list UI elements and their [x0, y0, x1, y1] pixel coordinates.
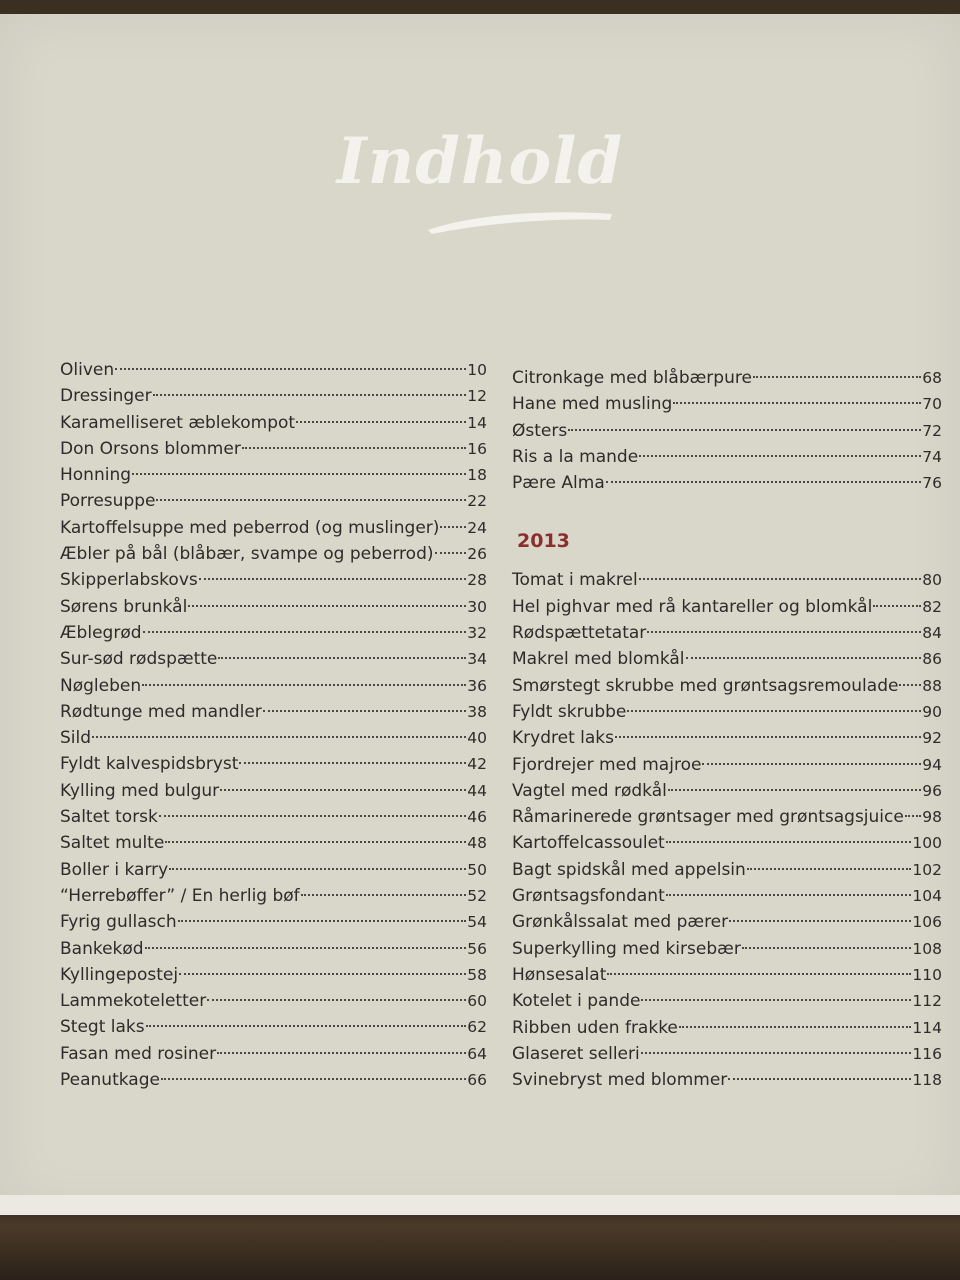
- toc-entry: [60, 751, 487, 777]
- toc-entry-page: 86: [922, 650, 942, 669]
- toc-entry: [512, 646, 942, 672]
- toc-entry: [512, 962, 942, 988]
- toc-entry-title: Stegt laks: [60, 1017, 145, 1038]
- toc-entry-page: 96: [922, 781, 942, 800]
- toc-entry: [512, 988, 942, 1014]
- dot-leader: [729, 920, 911, 922]
- toc-entry-title: Bankekød: [60, 938, 144, 959]
- toc-entry-page: 116: [912, 1044, 942, 1063]
- toc-entry-page: 88: [922, 676, 942, 695]
- toc-entry: [60, 883, 487, 909]
- dot-leader: [199, 578, 467, 580]
- toc-entry-title: Kartoffelcassoulet: [512, 833, 665, 854]
- dot-leader: [115, 368, 466, 370]
- toc-entry-page: 58: [467, 965, 487, 984]
- toc-entry-page: 106: [912, 913, 942, 932]
- toc-entry-page: 98: [922, 808, 942, 827]
- toc-entry-title: “Herrebøffer” / En herlig bøf: [60, 885, 300, 906]
- toc-entry-page: 102: [912, 860, 942, 879]
- toc-entry-page: 94: [922, 755, 942, 774]
- toc-entry: [512, 725, 942, 751]
- dot-leader: [296, 421, 466, 423]
- toc-entry: [60, 778, 487, 804]
- dot-leader: [702, 763, 921, 765]
- toc-entry-page: 40: [467, 729, 487, 748]
- toc-entry-title: Oliven: [60, 360, 115, 380]
- toc-entry-page: 90: [922, 702, 942, 721]
- toc-entry: [512, 1067, 942, 1093]
- toc-entry-page: 108: [912, 939, 942, 958]
- dot-leader: [686, 657, 922, 659]
- dot-leader: [742, 947, 912, 949]
- toc-entry-title: Dressinger: [60, 386, 152, 407]
- toc-entry: [512, 567, 942, 593]
- toc-entry: [60, 488, 487, 514]
- toc-entry: [60, 646, 487, 672]
- dot-leader: [207, 999, 466, 1001]
- toc-entry-page: 112: [912, 992, 942, 1011]
- toc-entry-page: 46: [467, 808, 487, 827]
- dot-leader: [627, 710, 921, 712]
- dot-leader: [873, 605, 921, 607]
- toc-entry: [60, 1014, 487, 1040]
- toc-entry-title: Sørens brunkål: [60, 596, 188, 617]
- toc-entry-title: Skipperlabskovs: [60, 570, 198, 591]
- toc-entry-page: 80: [922, 571, 942, 590]
- toc-entry-page: 64: [467, 1044, 487, 1063]
- dot-leader: [179, 973, 466, 975]
- toc-entry-page: 60: [467, 992, 487, 1011]
- dot-leader: [220, 789, 466, 791]
- toc-entry-page: 74: [922, 447, 942, 466]
- toc-entry-title: Lammekoteletter: [60, 991, 207, 1012]
- toc-entry-title: Fasan med rosiner: [60, 1043, 217, 1064]
- toc-entry-page: 110: [912, 965, 942, 984]
- toc-entry-title: Don Orsons blommer: [60, 438, 241, 459]
- toc-entry: [512, 620, 942, 646]
- toc-entry-page: 44: [467, 781, 487, 800]
- toc-entry: [60, 620, 487, 646]
- toc-entry: [512, 752, 942, 778]
- toc-entry: [60, 857, 487, 883]
- toc-entry: [60, 962, 487, 988]
- toc-entry-title: Nøgleben: [60, 675, 142, 696]
- dot-leader: [666, 841, 912, 843]
- toc-entry-page: 12: [467, 387, 487, 406]
- toc-entry-title: Sild: [60, 728, 92, 749]
- toc-entry-title: Pære Alma: [512, 473, 605, 494]
- dot-leader: [132, 473, 466, 475]
- toc-entry-page: 100: [912, 834, 942, 853]
- toc-entry-title: Fjordrejer med majroe: [512, 754, 702, 775]
- toc-right-bottom-list: [512, 567, 942, 1093]
- toc-entry: [60, 594, 487, 620]
- toc-entry-title: Saltet multe: [60, 833, 165, 854]
- toc-entry-title: Smørstegt skrubbe med grøntsagsremoulade: [512, 675, 899, 696]
- dot-leader: [899, 684, 921, 686]
- toc-entry: [60, 567, 487, 593]
- dot-leader: [905, 815, 921, 817]
- toc-entry-title: Østers: [512, 420, 568, 441]
- toc-entry: [512, 673, 942, 699]
- dot-leader: [146, 1025, 467, 1027]
- dot-leader: [217, 1052, 466, 1054]
- toc-entry-page: 52: [467, 886, 487, 905]
- toc-entry-title: Æblegrød: [60, 622, 142, 643]
- dot-leader: [169, 868, 466, 870]
- toc-entry-title: Boller i karry: [60, 859, 169, 880]
- toc-entry: [60, 804, 487, 830]
- toc-entry-title: Hane med musling: [512, 394, 673, 415]
- dot-leader: [668, 789, 921, 791]
- dot-leader: [641, 1052, 912, 1054]
- page-edge: [0, 1195, 960, 1215]
- toc-entry: [60, 357, 487, 383]
- toc-entry: [60, 462, 487, 488]
- toc-entry: [512, 444, 942, 470]
- dot-leader: [165, 841, 466, 843]
- toc-entry-title: Hønsesalat: [512, 964, 607, 985]
- dot-leader: [606, 481, 922, 483]
- toc-entry: [512, 391, 942, 417]
- title-underline-swash: [420, 202, 620, 238]
- toc-entry-page: 24: [467, 518, 487, 537]
- toc-entry-page: 28: [467, 571, 487, 590]
- toc-entry-page: 14: [467, 413, 487, 432]
- toc-entry-page: 36: [467, 676, 487, 695]
- toc-entry-title: Citronkage med blåbærpure: [512, 368, 752, 388]
- toc-entry: [512, 883, 942, 909]
- toc-entry: [60, 1067, 487, 1093]
- toc-entry: [512, 365, 942, 391]
- toc-entry-title: Ribben uden frakke: [512, 1017, 678, 1038]
- toc-entry-title: Krydret laks: [512, 728, 614, 749]
- dot-leader: [263, 710, 466, 712]
- toc-entry-title: Rødspættetatar: [512, 623, 647, 644]
- toc-entry-page: 30: [467, 597, 487, 616]
- dot-leader: [159, 815, 466, 817]
- dot-leader: [92, 736, 466, 738]
- dot-leader: [239, 762, 466, 764]
- toc-entry-page: 62: [467, 1018, 487, 1037]
- dot-leader: [143, 631, 467, 633]
- dot-leader: [647, 631, 921, 633]
- toc-entry: [512, 936, 942, 962]
- toc-left-column: [60, 357, 487, 1093]
- toc-entry-title: Fyldt kalvespidsbryst: [60, 754, 239, 775]
- dot-leader: [145, 947, 467, 949]
- toc-entry-page: 92: [922, 729, 942, 748]
- toc-entry-page: 32: [467, 623, 487, 642]
- toc-entry: [512, 804, 942, 830]
- toc-entry: [60, 909, 487, 935]
- toc-entry-title: Fyldt skrubbe: [512, 701, 627, 722]
- toc-entry-title: Kotelet i pande: [512, 991, 641, 1012]
- dot-leader: [607, 973, 911, 975]
- toc-entry-title: Glaseret selleri: [512, 1043, 640, 1064]
- toc-entry-page: 56: [467, 939, 487, 958]
- dot-leader: [639, 578, 922, 580]
- toc-entry: [512, 470, 942, 496]
- dot-leader: [161, 1078, 466, 1080]
- dot-leader: [679, 1026, 912, 1028]
- dot-leader: [188, 605, 466, 607]
- toc-entry-page: 118: [912, 1071, 942, 1090]
- toc-entry-title: Saltet torsk: [60, 807, 158, 828]
- dot-leader: [153, 394, 467, 396]
- dot-leader: [435, 552, 467, 554]
- dot-leader: [301, 894, 467, 896]
- dot-leader: [440, 526, 466, 528]
- dot-leader: [673, 402, 921, 404]
- toc-entry-title: Grønkålssalat med pærer: [512, 912, 729, 933]
- dot-leader: [728, 1078, 911, 1080]
- dot-leader: [747, 868, 912, 870]
- toc-entry-title: Superkylling med kirsebær: [512, 938, 741, 959]
- toc-entry: [60, 515, 487, 541]
- toc-entry: [60, 410, 487, 436]
- toc-entry-title: Makrel med blomkål: [512, 649, 685, 670]
- toc-entry: [512, 830, 942, 856]
- book-page: [0, 14, 960, 1214]
- toc-entry: [60, 936, 487, 962]
- dot-leader: [218, 657, 466, 659]
- toc-entry-page: 10: [467, 361, 487, 379]
- toc-entry-title: Sur-sød rødspætte: [60, 649, 218, 670]
- toc-entry: [512, 909, 942, 935]
- toc-entry-page: 16: [467, 439, 487, 458]
- toc-entry-page: 18: [467, 466, 487, 485]
- toc-entry-page: 82: [922, 597, 942, 616]
- toc-entry-title: Kylling med bulgur: [60, 780, 220, 801]
- dot-leader: [242, 447, 466, 449]
- toc-entry: [60, 699, 487, 725]
- dot-leader: [641, 999, 911, 1001]
- toc-entry-title: Bagt spidskål med appelsin: [512, 859, 746, 880]
- toc-entry-title: Råmarinerede grøntsager med grøntsagsjuice: [512, 807, 904, 828]
- toc-entry-page: 34: [467, 650, 487, 669]
- toc-entry-title: Honning: [60, 465, 132, 486]
- toc-entry-page: 72: [922, 421, 942, 440]
- toc-entry-page: 76: [922, 474, 942, 493]
- toc-entry-title: Porresuppe: [60, 491, 156, 512]
- dot-leader: [156, 499, 466, 501]
- page-title: Indhold: [336, 124, 624, 199]
- toc-entry: [512, 699, 942, 725]
- dot-leader: [568, 429, 921, 431]
- dot-leader: [142, 684, 466, 686]
- toc-entry-page: 114: [912, 1018, 942, 1037]
- toc-entry: [60, 436, 487, 462]
- toc-entry-title: Hel pighvar med rå kantareller og blomkål: [512, 596, 873, 617]
- toc-entry: [512, 1041, 942, 1067]
- toc-entry-title: Grøntsagsfondant: [512, 886, 665, 907]
- toc-entry-page: 104: [912, 887, 942, 906]
- toc-entry-title: Tomat i makrel: [512, 570, 638, 591]
- toc-right-top-list: [512, 365, 942, 496]
- toc-entry: [512, 857, 942, 883]
- dot-leader: [753, 376, 921, 378]
- toc-entry: [60, 830, 487, 856]
- toc-entry-title: Kyllingepostej: [60, 964, 179, 985]
- toc-entry-page: 48: [467, 834, 487, 853]
- toc-entry: [60, 725, 487, 751]
- toc-entry: [60, 988, 487, 1014]
- year-heading: 2013: [517, 530, 570, 553]
- dot-leader: [615, 736, 921, 738]
- toc-entry: [512, 594, 942, 620]
- toc-entry-title: Kartoffelsuppe med peberrod (og muslinger): [60, 517, 440, 538]
- toc-entry: [60, 541, 487, 567]
- toc-entry-title: Vagtel med rødkål: [512, 780, 667, 801]
- toc-right-column: [512, 365, 942, 1093]
- toc-entry-page: 50: [467, 860, 487, 879]
- toc-entry-title: Rødtunge med mandler: [60, 701, 262, 722]
- toc-entry-page: 38: [467, 702, 487, 721]
- toc-entry-page: 70: [922, 395, 942, 414]
- toc-entry: [60, 1041, 487, 1067]
- toc-entry-page: 84: [922, 624, 942, 643]
- toc-entry-title: Karamelliseret æblekompot: [60, 412, 296, 433]
- toc-entry-page: 22: [467, 492, 487, 511]
- toc-entry: [60, 383, 487, 409]
- toc-entry-page: 54: [467, 913, 487, 932]
- dot-leader: [666, 894, 912, 896]
- toc-entry-title: Æbler på bål (blåbær, svampe og peberrod): [60, 544, 434, 565]
- toc-entry-title: Fyrig gullasch: [60, 912, 177, 933]
- toc-entry: [512, 1015, 942, 1041]
- toc-entry: [512, 418, 942, 444]
- toc-entry-title: Svinebryst med blommer: [512, 1070, 728, 1091]
- toc-entry-title: Ris a la mande: [512, 446, 639, 467]
- toc-entry-page: 26: [467, 545, 487, 564]
- toc-entry-page: 42: [467, 755, 487, 774]
- dot-leader: [639, 455, 921, 457]
- toc-entry: [512, 778, 942, 804]
- toc-entry-page: 66: [467, 1071, 487, 1090]
- toc-entry-page: 68: [922, 369, 942, 387]
- toc-entry-title: Peanutkage: [60, 1070, 160, 1091]
- dot-leader: [178, 920, 467, 922]
- toc-entry: [60, 673, 487, 699]
